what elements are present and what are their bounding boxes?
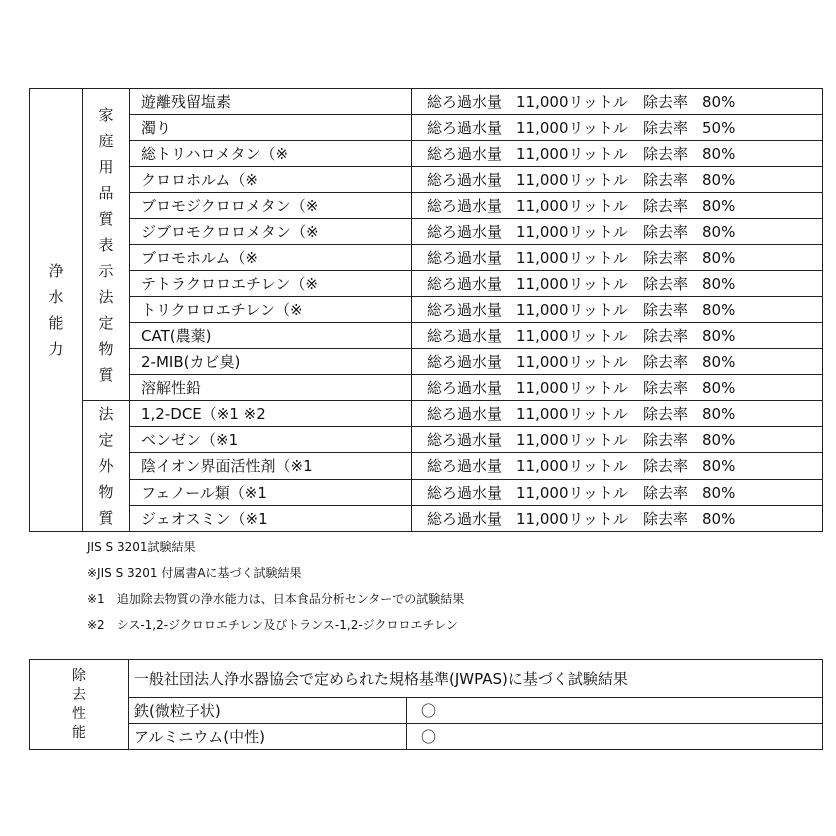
substance-name: 溶解性鉛 <box>130 375 412 401</box>
rate-label: 除去率 <box>643 483 689 502</box>
volume-label: 総ろ過水量 <box>427 197 503 215</box>
table-row <box>30 323 823 349</box>
removal-performance-table <box>29 659 823 750</box>
rate-label: 除去率 <box>643 171 689 189</box>
filtration-result <box>412 89 823 115</box>
volume-label: 総ろ過水量 <box>427 483 503 502</box>
table-row <box>30 167 823 193</box>
table-row <box>30 297 823 323</box>
rate-value: 80% <box>702 171 736 189</box>
table-row <box>30 245 823 271</box>
substance-name: CAT(農薬) <box>130 323 412 349</box>
rate-label: 除去率 <box>643 327 689 345</box>
substance-name: 遊離残留塩素 <box>130 89 412 115</box>
removal-item: アルミニウム(中性) <box>129 724 407 750</box>
rate-value: 80% <box>702 483 736 502</box>
rate-label: 除去率 <box>643 379 689 397</box>
volume-value: 11,000リットル <box>516 327 628 345</box>
rate-label: 除去率 <box>643 119 689 137</box>
rate-value: 80% <box>702 197 736 215</box>
volume-label: 総ろ過水量 <box>427 171 503 189</box>
volume-label: 総ろ過水量 <box>427 379 503 397</box>
substance-name: ブロモホルム（※ <box>130 245 412 271</box>
substance-name: 1,2-DCE（※1 ※2 <box>130 401 412 427</box>
removal-category-cell <box>30 660 129 750</box>
volume-label: 総ろ過水量 <box>427 353 503 371</box>
note-line: JIS S 3201試験結果 <box>87 540 196 554</box>
filtration-result <box>412 323 823 349</box>
filtration-result <box>412 427 823 453</box>
volume-value: 11,000リットル <box>516 405 628 424</box>
filtration-result <box>412 453 823 479</box>
rate-value: 80% <box>702 431 736 450</box>
note-line: ※2 シス-1,2-ジクロロエチレン及びトランス-1,2-ジクロロエチレン <box>87 618 458 632</box>
removal-category-label: 除去性能 <box>72 667 86 741</box>
volume-label: 総ろ過水量 <box>427 145 503 163</box>
volume-value: 11,000リットル <box>516 223 628 241</box>
filtration-result <box>412 219 823 245</box>
substance-name: ブロモジクロロメタン（※ <box>130 193 412 219</box>
rate-value: 80% <box>702 405 736 424</box>
table-row <box>30 219 823 245</box>
volume-value: 11,000リットル <box>516 483 628 502</box>
rate-value: 80% <box>702 249 736 267</box>
rate-value: 80% <box>702 93 736 111</box>
removal-value: 〇 <box>407 724 823 750</box>
rate-value: 80% <box>702 145 736 163</box>
table-row <box>30 453 823 479</box>
rate-value: 80% <box>702 379 736 397</box>
rate-label: 除去率 <box>643 249 689 267</box>
performance-category-cell <box>30 89 83 532</box>
note-line: ※JIS S 3201 付属書Aに基づく試験結果 <box>87 566 302 580</box>
water-purification-table <box>29 88 823 532</box>
table-row <box>30 141 823 167</box>
rate-label: 除去率 <box>643 145 689 163</box>
table-row <box>30 505 823 531</box>
table-row <box>30 349 823 375</box>
table-row <box>30 375 823 401</box>
rate-label: 除去率 <box>643 275 689 293</box>
substance-name: 総トリハロメタン（※ <box>130 141 412 167</box>
group-label: 法定外物質 <box>98 405 114 527</box>
volume-label: 総ろ過水量 <box>427 275 503 293</box>
substance-name: フェノール類（※1 <box>130 479 412 505</box>
performance-category-label: 浄水能力 <box>48 262 64 358</box>
rate-value: 80% <box>702 301 736 319</box>
notes <box>87 534 464 638</box>
volume-value: 11,000リットル <box>516 145 628 163</box>
filtration-result <box>412 115 823 141</box>
table-row <box>30 89 823 115</box>
substance-name: ベンゼン（※1 <box>130 427 412 453</box>
table-row <box>30 427 823 453</box>
table-row <box>30 724 823 750</box>
group-label: 家庭用品質表示法定物質 <box>98 105 114 384</box>
removal-value: 〇 <box>407 698 823 724</box>
rate-label: 除去率 <box>643 457 689 476</box>
rate-value: 50% <box>702 119 736 137</box>
removal-item: 鉄(微粒子状) <box>129 698 407 724</box>
rate-label: 除去率 <box>643 509 689 528</box>
filtration-result <box>412 167 823 193</box>
volume-value: 11,000リットル <box>516 457 628 476</box>
rate-value: 80% <box>702 353 736 371</box>
filtration-result <box>412 271 823 297</box>
rate-label: 除去率 <box>643 431 689 450</box>
filtration-result <box>412 193 823 219</box>
volume-label: 総ろ過水量 <box>427 405 503 424</box>
volume-label: 総ろ過水量 <box>427 301 503 319</box>
removal-standard-header: 一般社団法人浄水器協会で定められた規格基準(JWPAS)に基づく試験結果 <box>129 660 823 698</box>
volume-label: 総ろ過水量 <box>427 93 503 111</box>
table-row <box>30 271 823 297</box>
volume-label: 総ろ過水量 <box>427 457 503 476</box>
volume-value: 11,000リットル <box>516 509 628 528</box>
note-line: ※1 追加除去物質の浄水能力は、日本食品分析センターでの試験結果 <box>87 592 465 606</box>
volume-value: 11,000リットル <box>516 353 628 371</box>
substance-name: ジェオスミン（※1 <box>130 505 412 531</box>
volume-value: 11,000リットル <box>516 93 628 111</box>
volume-value: 11,000リットル <box>516 197 628 215</box>
table-row <box>30 193 823 219</box>
filtration-result <box>412 349 823 375</box>
rate-value: 80% <box>702 457 736 476</box>
table-row <box>30 401 823 427</box>
volume-label: 総ろ過水量 <box>427 119 503 137</box>
rate-label: 除去率 <box>643 405 689 424</box>
volume-label: 総ろ過水量 <box>427 223 503 241</box>
volume-label: 総ろ過水量 <box>427 327 503 345</box>
table-row <box>30 115 823 141</box>
group-label-cell <box>83 401 130 532</box>
rate-value: 80% <box>702 327 736 345</box>
substance-name: 濁り <box>130 115 412 141</box>
substance-name: テトラクロロエチレン（※ <box>130 271 412 297</box>
rate-label: 除去率 <box>643 223 689 241</box>
filtration-result <box>412 401 823 427</box>
volume-value: 11,000リットル <box>516 379 628 397</box>
group-label-cell <box>83 89 130 401</box>
filtration-result <box>412 375 823 401</box>
substance-name: 陰イオン界面活性剤（※1 <box>130 453 412 479</box>
filtration-result <box>412 297 823 323</box>
volume-value: 11,000リットル <box>516 431 628 450</box>
volume-value: 11,000リットル <box>516 301 628 319</box>
volume-label: 総ろ過水量 <box>427 249 503 267</box>
volume-value: 11,000リットル <box>516 171 628 189</box>
rate-label: 除去率 <box>643 197 689 215</box>
substance-name: クロロホルム（※ <box>130 167 412 193</box>
filtration-result <box>412 245 823 271</box>
volume-label: 総ろ過水量 <box>427 431 503 450</box>
table-row <box>30 698 823 724</box>
rate-value: 80% <box>702 275 736 293</box>
table-row <box>30 479 823 505</box>
substance-name: ジブロモクロロメタン（※ <box>130 219 412 245</box>
volume-label: 総ろ過水量 <box>427 509 503 528</box>
rate-label: 除去率 <box>643 93 689 111</box>
rate-label: 除去率 <box>643 301 689 319</box>
filtration-result <box>412 479 823 505</box>
rate-label: 除去率 <box>643 353 689 371</box>
volume-value: 11,000リットル <box>516 249 628 267</box>
rate-value: 80% <box>702 509 736 528</box>
rate-value: 80% <box>702 223 736 241</box>
volume-value: 11,000リットル <box>516 119 628 137</box>
volume-value: 11,000リットル <box>516 275 628 293</box>
substance-name: 2-MIB(カビ臭) <box>130 349 412 375</box>
filtration-result <box>412 505 823 531</box>
filtration-result <box>412 141 823 167</box>
substance-name: トリクロロエチレン（※ <box>130 297 412 323</box>
